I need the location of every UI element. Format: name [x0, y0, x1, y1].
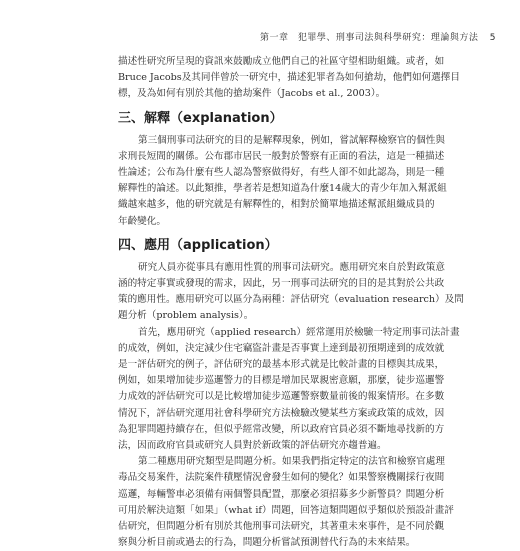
- text-line: 第二種應用研究類型是問題分析。如果我們指定特定的法官和檢察官處理: [138, 456, 445, 468]
- text-line: 察與分析目前或過去的行為，問題分析嘗試預測替代行為的未來結果。: [118, 537, 416, 549]
- text-line: 是一評估研究的例子，評估研究的最基本形式就是比較計畫的目標與其成果，: [118, 359, 445, 371]
- text-line: 的成效，例如，決定減少住宅竊盜計畫是否事實上達到最初預期達到的成效就: [118, 342, 445, 354]
- page-body: [118, 54, 478, 551]
- text-line: 力成效的評估研究可以是比較增加徒步巡邏警察數量前後的報案情形。在多數: [118, 391, 445, 403]
- text-line: 題分析（problem analysis）。: [118, 310, 254, 322]
- text-line: 首先，應用研究（applied research）經常運用於檢驗一特定刑事司法計畫: [138, 326, 460, 338]
- header-title: 犯罪學、刑事司法與科學研究：理論與方法: [297, 33, 479, 43]
- text-line: 第三個刑事司法研究的目的是解釋現象，例如，嘗試解釋檢察官的個性與: [138, 134, 445, 146]
- text-line: 研究人員亦從事具有應用性質的刑事司法研究。應用研究來自於對政策意: [138, 261, 445, 273]
- text-line: 解釋性的論述。以此類推，學者若是想知道為什麼14歲大的青少年加入幫派組: [118, 183, 447, 195]
- text-line: 標，及為如何有別於其他的搶劫案件（Jacobs et al., 2003）。: [118, 88, 386, 100]
- text-line: 法，因而政府官員或研究人員對於新政策的評估研究亦趨普遍。: [118, 440, 387, 452]
- section-heading-application: 四、應用（application）: [118, 237, 278, 253]
- text-line: 年齡變化。: [118, 215, 166, 227]
- text-line: 性論述；公布為什麼有些人認為警察做得好，有些人卻不如此認為，則是一種: [118, 167, 445, 179]
- text-line: 描述性研究所呈現的資訊來鼓勵成立他們自己的社區守望相助組織。或者，如: [118, 56, 445, 67]
- text-line: 情況下，評估研究運用社會科學研究方法檢驗改變某些方案或政策的成效，因: [118, 407, 445, 419]
- text-line: 巡邏，每輛警車必須備有兩個警員配置，那麼必須招募多少新警員？問題分析: [118, 488, 445, 500]
- text-line: 織越來越多，他的研究就是有解釋性的，相對於簡單地描述幫派組織成員的: [118, 199, 435, 211]
- text-line: 涵的特定事實或發現的需求，因此，另一刑事司法研究的目的是其對於公共政: [118, 278, 445, 290]
- section-heading-explanation: 三、解釋（explanation）: [118, 110, 283, 126]
- text-line: 例如，如果增加徒步巡邏警力的目標是增加民眾親密意願，那麼，徒步巡邏警: [118, 375, 445, 387]
- text-line: Bruce Jacobs及其同伴曾於一研究中，描述犯罪者為如何搶劫，他們如何選擇目: [118, 72, 460, 84]
- header-chapter: 第一章: [260, 33, 289, 43]
- text-line: 毒品交易案件，法院案件積壓情況會發生如何的變化？如果警察機關採行夜間: [118, 472, 445, 484]
- page-number: 5: [489, 33, 497, 43]
- text-line: 估研究，但問題分析有別於其他刑事司法研究，其著重未來事件，是不同於觀: [118, 521, 445, 533]
- text-line: 為犯罪問題持續存在，但似乎經常改變，所以政府官員必須不斷地尋找新的方: [118, 423, 445, 435]
- text-line: 求刑長短間的關係。公布郡市居民一般對於警察有正面的看法，這是一種描述: [118, 150, 445, 162]
- running-header: [260, 30, 497, 46]
- text-line: 可用於解決這類「如果」（what if）問題，回答這類問題似乎類似於預設計畫評: [118, 504, 454, 516]
- text-line: 策的應用性。應用研究可以區分為兩種：評估研究（evaluation research）及問: [118, 294, 464, 306]
